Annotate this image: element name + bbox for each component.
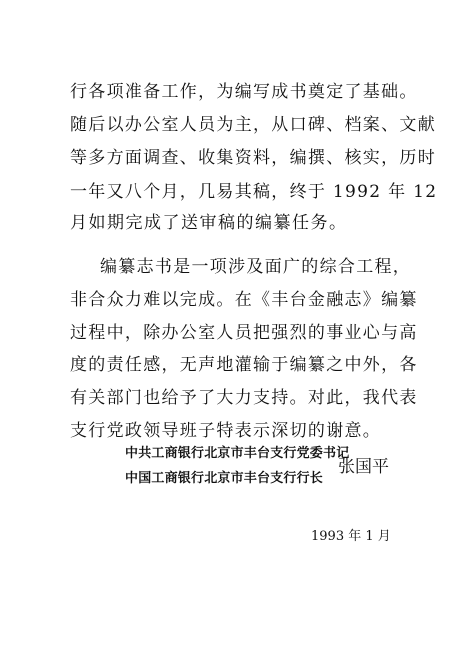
text-line: 行各项准备工作，为编写成书奠定了基础。 [70, 82, 418, 102]
text-line: 度的责任感，无声地灌输于编纂之中外，各 [70, 355, 418, 375]
text-line: 非合众力难以完成。在《丰台金融志》编纂 [70, 290, 418, 310]
text-line: 有关部门也给予了大力支持。对此，我代表 [70, 388, 418, 408]
text-line: 支行党政领导班子特表示深切的谢意。 [70, 421, 382, 441]
text-line: 月如期完成了送审稿的编纂任务。 [70, 213, 348, 233]
signer-title-bank: 中国工商银行北京市丰台支行行长 [125, 471, 324, 486]
text-line: 随后以办公室人员为主，从口碑、档案、文献 [70, 115, 436, 135]
document-date: 1993 年 1 月 [311, 529, 391, 544]
signer-title-party: 中共工商银行北京市丰台支行党委书记 [125, 446, 350, 461]
signer-name: 张国平 [338, 457, 389, 477]
paragraph-first-line: 编纂志书是一项涉及面广的综合工程， [100, 257, 412, 277]
text-line: 等多方面调查、收集资料，编撰、核实，历时 [70, 148, 436, 168]
text-line: 过程中，除办公室人员把强烈的事业心与高 [70, 323, 418, 343]
text-line: 一年又八个月，几易其稿，终于 1992 年 12 [70, 182, 438, 202]
